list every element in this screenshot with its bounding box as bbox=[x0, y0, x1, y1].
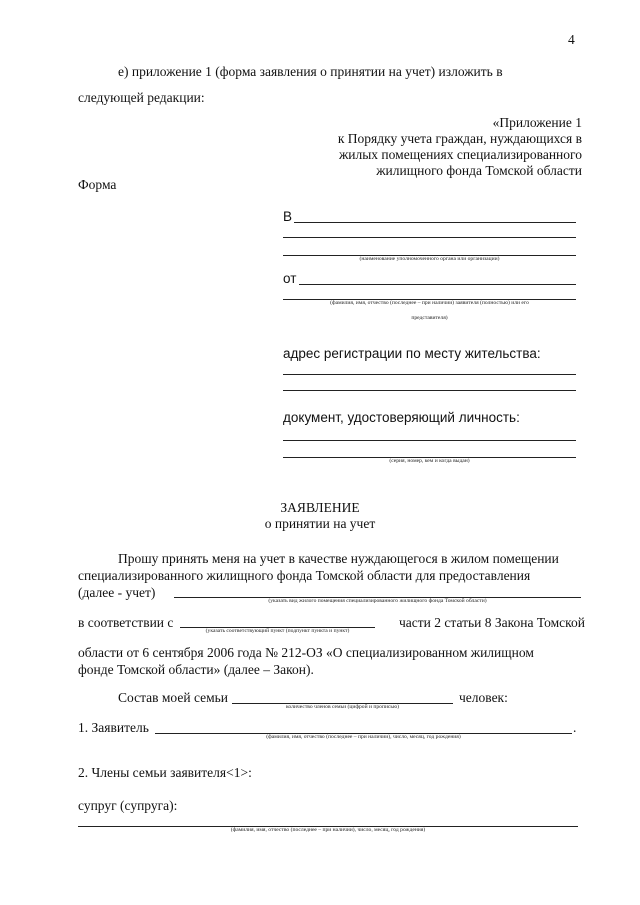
appendix-header-line-4: жилищного фонда Томской области bbox=[376, 163, 582, 178]
from-prefix: от bbox=[283, 271, 297, 286]
family-prefix: Состав моей семьи bbox=[118, 690, 229, 705]
applicant-label: 1. Заявитель bbox=[78, 720, 149, 735]
p1-caption: (указать вид жилого помещения специализированного жилищного фонда Томской области) bbox=[268, 598, 487, 604]
document-caption: (серия, номер, кем и когда выдан) bbox=[389, 458, 470, 464]
address-field-line-2[interactable] bbox=[283, 390, 576, 391]
applicant-caption: (фамилия, имя, отчество (последнее – при наличии), число, месяц, год рождения) bbox=[266, 734, 461, 740]
page-number: 4 bbox=[568, 32, 575, 47]
from-caption-line-1: (фамилия, имя, отчество (последнее – при наличии) заявителя (полностью) или его bbox=[330, 300, 529, 306]
appendix-header-line-3: жилых помещениях специализированного bbox=[338, 147, 582, 162]
statement-title: ЗАЯВЛЕНИЕ bbox=[280, 500, 360, 515]
from-field-line-1[interactable] bbox=[299, 284, 576, 285]
applicant-end: . bbox=[573, 720, 577, 735]
family-caption: количество членов семьи (цифрой и прописью) bbox=[285, 704, 400, 710]
from-caption-line-2: представителя) bbox=[411, 315, 448, 321]
document-field-line-1[interactable] bbox=[283, 440, 576, 441]
p2-caption: (указать соответствующий пункт (подпункт пункта и пункт) bbox=[205, 628, 350, 634]
spouse-label: супруг (супруга): bbox=[78, 798, 178, 813]
p1-line-3: (далее - учет) bbox=[78, 585, 156, 600]
p2-line-3: фонде Томской области» (далее – Закон). bbox=[78, 662, 314, 677]
p1-line-1: Прошу принять меня на учет в качестве нуждающегося в жилом помещении bbox=[118, 551, 559, 566]
to-field-line-1[interactable] bbox=[294, 222, 576, 223]
document-label: документ, удостоверяющий личность: bbox=[283, 410, 520, 425]
appendix-header-line-2: к Порядку учета граждан, нуждающихся в bbox=[337, 131, 582, 146]
p2-prefix: в соответствии с bbox=[78, 615, 174, 630]
form-label: Форма bbox=[78, 177, 117, 192]
members-label: 2. Члены семьи заявителя<1>: bbox=[78, 765, 252, 780]
p2-line-2: области от 6 сентября 2006 года № 212-ОЗ «О специализированном жилищном bbox=[78, 645, 534, 660]
p1-line-2: специализированного жилищного фонда Томской области для предоставления bbox=[78, 568, 531, 583]
spouse-caption: (фамилия, имя, отчество (последнее – при наличии), число, месяц, год рождения) bbox=[230, 827, 426, 833]
address-field-line-1[interactable] bbox=[283, 374, 576, 375]
address-label: адрес регистрации по месту жительства: bbox=[283, 346, 541, 361]
statement-subtitle: о принятии на учет bbox=[264, 516, 376, 531]
intro-line-2: следующей редакции: bbox=[78, 90, 205, 105]
family-suffix: человек: bbox=[459, 690, 508, 705]
intro-line-1: е) приложение 1 (форма заявления о принятии на учет) изложить в bbox=[118, 64, 503, 79]
to-prefix: В bbox=[283, 209, 293, 224]
p2-suffix: части 2 статьи 8 Закона Томской bbox=[399, 615, 585, 630]
appendix-header-line-1: «Приложение 1 bbox=[492, 115, 582, 130]
to-field-line-2[interactable] bbox=[283, 237, 576, 238]
to-caption: (наименование уполномоченного органа или организации) bbox=[359, 256, 500, 262]
